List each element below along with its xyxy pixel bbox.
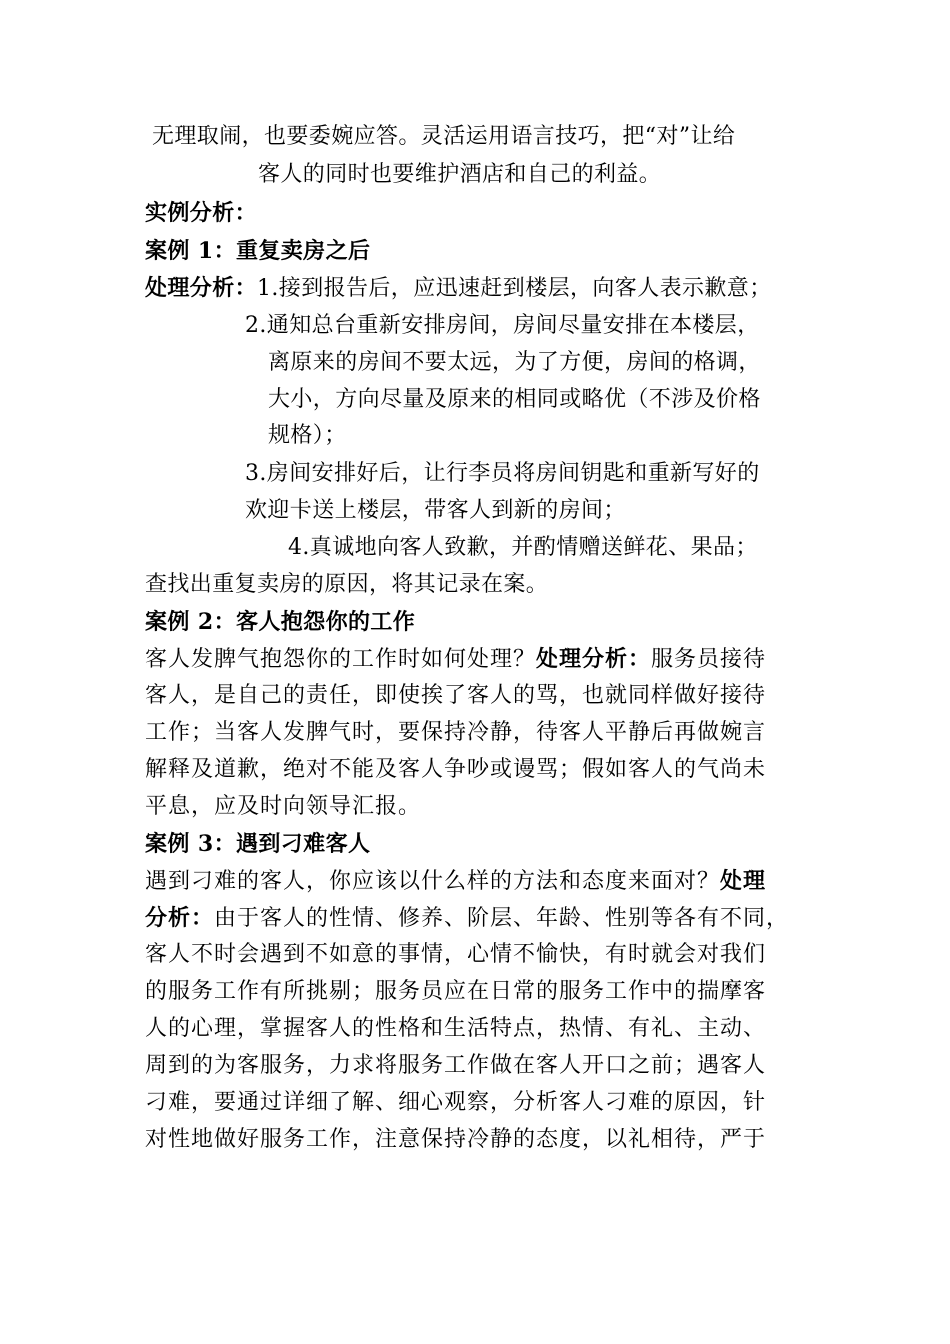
case1-item1-line bbox=[145, 270, 772, 306]
case1-item2-line1: 2.通知总台重新安排房间，房间尽量安排在本楼层， bbox=[245, 313, 760, 338]
case3-analysis-label-part2: 分析： bbox=[145, 905, 215, 931]
case1-title: 案例 1：重复卖房之后 bbox=[145, 238, 371, 264]
case3-title: 案例 3：遇到刁难客人 bbox=[145, 831, 371, 857]
intro-line-2: 客人的同时也要维护酒店和自己的利益。 bbox=[258, 162, 662, 187]
case3-question: 遇到刁难的客人，你应该以什么样的方法和态度来面对？ bbox=[145, 869, 721, 894]
case2-line1 bbox=[145, 641, 766, 677]
case2-analysis-label: 处理分析： bbox=[536, 646, 652, 672]
case2-title: 案例 2：客人抱怨你的工作 bbox=[145, 609, 416, 635]
case3-analysis-label-part1: 处理 bbox=[720, 868, 767, 894]
case2-line3: 工作；当客人发脾气时，要保持冷静，待客人平静后再做婉言 bbox=[145, 720, 767, 745]
case1-item2-line2: 离原来的房间不要太远，为了方便，房间的格调， bbox=[268, 350, 761, 375]
case1-item1: 1.接到报告后，应迅速赶到楼层，向客人表示歉意； bbox=[257, 276, 772, 301]
case3-line7: 刁难，要通过详细了解、细心观察，分析客人刁难的原因，针 bbox=[145, 1090, 767, 1115]
case3-line2 bbox=[145, 900, 789, 936]
case3-line8: 对性地做好服务工作，注意保持冷静的态度，以礼相待，严于 bbox=[145, 1127, 767, 1152]
case1-item2-line4: 规格）； bbox=[268, 423, 347, 448]
case2-question: 客人发脾气抱怨你的工作时如何处理？ bbox=[145, 647, 537, 672]
case2-line4: 解释及道歉，绝对不能及客人争吵或谩骂；假如客人的气尚未 bbox=[145, 757, 767, 782]
case3-line5: 人的心理，掌握客人的性格和生活特点，热情、有礼、主动、 bbox=[145, 1016, 767, 1041]
case3-line6: 周到的为客服务，力求将服务工作做在客人开口之前；遇客人 bbox=[145, 1053, 767, 1078]
case3-line3: 客人不时会遇到不如意的事情，心情不愉快，有时就会对我们 bbox=[145, 942, 767, 967]
case1-closing: 查找出重复卖房的原因，将其记录在案。 bbox=[145, 572, 549, 597]
case2-line2: 客人，是自己的责任，即使挨了客人的骂，也就同样做好接待 bbox=[145, 683, 767, 708]
case3-line4: 的服务工作有所挑剔；服务员应在日常的服务工作中的揣摩客 bbox=[145, 979, 767, 1004]
case3-line2-rest: 由于客人的性情、修养、阶层、年龄、性别等各有不同， bbox=[214, 906, 790, 931]
case1-analysis-label: 处理分析： bbox=[145, 275, 258, 301]
case2-line1-rest: 服务员接待 bbox=[651, 647, 767, 672]
intro-line-1: 无理取闹，也要委婉应答。灵活运用语言技巧，把“对”让给 bbox=[152, 124, 736, 149]
case1-item4: 4.真诚地向客人致歉，并酌情赠送鲜花、果品； bbox=[288, 535, 758, 560]
case1-item2-line3: 大小，方向尽量及原来的相同或略优（不涉及价格 bbox=[268, 387, 761, 412]
case2-line5: 平息，应及时向领导汇报。 bbox=[145, 794, 422, 819]
case1-item3-line2: 欢迎卡送上楼层，带客人到新的房间； bbox=[245, 498, 626, 523]
case3-line1 bbox=[145, 863, 766, 899]
section-title: 实例分析： bbox=[145, 200, 258, 226]
case1-item3-line1: 3.房间安排好后，让行李员将房间钥匙和重新写好的 bbox=[245, 461, 760, 486]
